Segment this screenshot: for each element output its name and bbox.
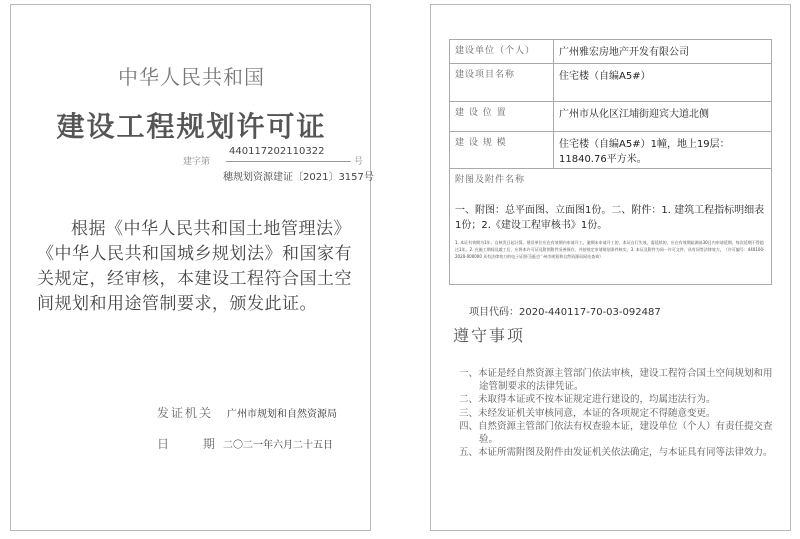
table-row	[450, 169, 772, 285]
table-row	[450, 132, 772, 169]
certificate-number-label: 建字第	[183, 157, 211, 167]
certificate-front-page	[10, 4, 374, 531]
table-row	[450, 64, 772, 102]
row-label-developer: 建设单位（个人）	[450, 40, 554, 64]
certificate-number: 440117202110322	[229, 146, 325, 157]
certificate-back-page	[430, 4, 791, 531]
attachments-body: 一、附图：总平面图、立面图1份。二、附件：1. 建筑工程指标明细表1份；2.《建设工程审核书》1份。	[455, 205, 765, 231]
notes-list	[459, 368, 781, 461]
notes-title: 遵守事项	[453, 326, 526, 345]
issuer-label: 发证机关	[157, 406, 214, 420]
document-number: 穗规划资源建证〔2021〕3157号	[223, 172, 374, 183]
row-value-location: 广州市从化区江埔街迎宾大道北侧	[554, 102, 772, 132]
row-label-scale: 建 设 规 模	[450, 132, 554, 169]
issue-date: 二〇二一年六月二十五日	[223, 440, 333, 451]
row-value-project-name: 住宅楼（自编A5#）	[554, 64, 772, 102]
note-item: 一、本证是经自然资源主管部门依法审核，建设工程符合国土空间规划和用途管制要求的法律凭证。	[459, 368, 773, 392]
row-value-developer: 广州雅宏房地产开发有限公司	[554, 40, 772, 64]
fine-print: 1. 本证有效期为1年，自核发日起计算。建设单位应在有效期内申请开工。逾期未申请开工的，本证自行失效。需延续的，应在有效期届满前30日内申请延期，每次延期不得超过1年。2. 在施工期间及竣工后，应将本许可证及附图附件妥善保存，并按规定申请规划条件核实。3. 本证及附件为同一许可文件，具有同等法律效力。（许可编号：440100-2020-000000 具有法律效力的电子证照可通过广州市规划和自然资源局网站查询）	[455, 240, 765, 259]
note-item: 二、未取得本证或不按本证规定进行建设的，均属违法行为。	[459, 394, 716, 405]
certificate-number-underline	[226, 161, 351, 162]
country-name: 中华人民共和国	[118, 65, 265, 89]
note-item: 四、自然资源主管部门依法有权查验本证，建设单位（个人）有责任提交查验。	[459, 421, 773, 445]
row-label-location: 建 设 位 置	[450, 102, 554, 132]
row-label-project-name: 建设项目名称	[450, 64, 554, 102]
note-item: 三、未经发证机关审核同意，本证的各项规定不得随意变更。	[459, 407, 716, 419]
date-label-period: 期	[203, 437, 216, 451]
certificate-body-text: 根据《中华人民共和国土地管理法》《中华人民共和国城乡规划法》和国家有关规定，经审核，本建设工程符合国土空间规划和用途管制要求，颁发此证。	[37, 219, 352, 314]
note-item: 五、本证所需附图及附件由发证机关依法确定，与本证具有同等法律效力。	[459, 447, 773, 458]
project-info-table	[449, 39, 772, 285]
table-row	[450, 102, 772, 132]
row-value-scale: 住宅楼（自编A5#）1幢，地上19层：11840.76平方米。	[554, 132, 772, 169]
project-code: 项目代码：2020-440117-70-03-092487	[469, 307, 661, 318]
table-row	[450, 40, 772, 64]
certificate-number-suffix: 号	[354, 157, 364, 167]
certificate-title: 建设工程规划许可证	[56, 110, 327, 143]
attachments-cell	[450, 169, 772, 285]
attachments-title: 附图及附件名称	[455, 175, 526, 185]
date-label-day: 日	[157, 437, 170, 451]
issuer-value: 广州市规划和自然资源局	[227, 409, 337, 420]
